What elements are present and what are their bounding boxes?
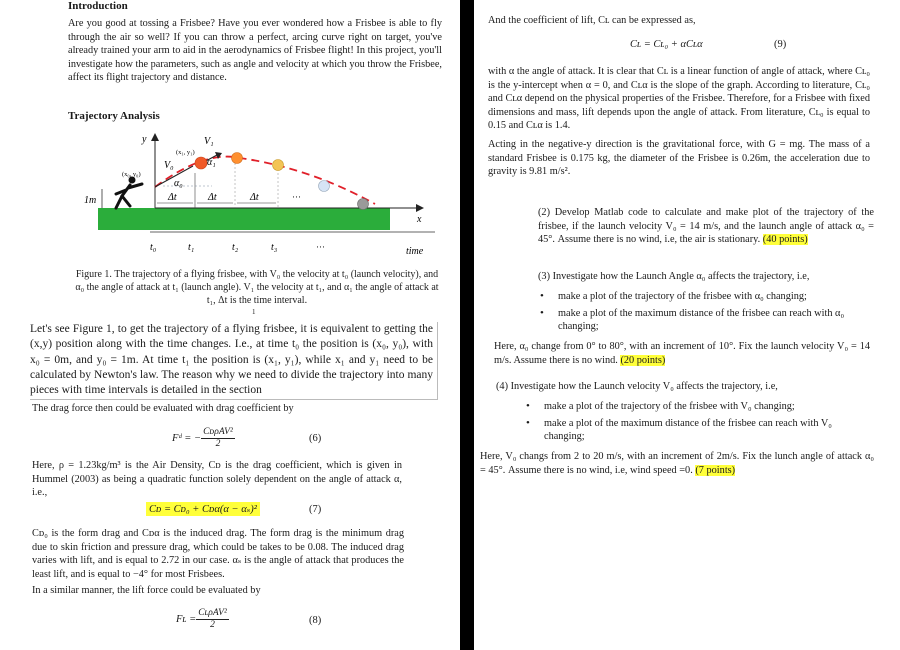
- equation-8: [176, 608, 229, 631]
- equation-9-number: (9): [774, 39, 787, 50]
- right-page: [474, 0, 900, 650]
- equation-6-number: (6): [309, 433, 322, 444]
- task-2-points: (40 points): [762, 234, 808, 246]
- cl-text: with α the angle of attack. It is clear that Cʟ is a linear function of angle of attack, where Cʟ₀ is the y-intercept when α = 0, and Cʟα is the slope of the graph. According to literature, Cʟ₀ and Cʟα depend on the physical properties of the Frisbee. Therefore, for a Frisbee with fixed dimensions and mass, lift depends upon the angle of attack. From literature, Cʟ₀ is equal to 0.15 and Cʟα is 1.4.: [488, 66, 870, 132]
- list-item: • make a plot of the maximum distance of the frisbee can reach with α₀ changing;: [540, 306, 845, 333]
- t2-label: t₂: [232, 242, 239, 253]
- eq6-denominator: 2: [215, 439, 221, 449]
- eq8-fraction: [196, 608, 229, 631]
- t0-label: t₀: [150, 242, 157, 253]
- trajectory-diagram: [80, 128, 440, 263]
- alpha0-label: α₀: [174, 178, 183, 189]
- task-3-text: (3) Investigate how the Launch Angle α₀ affects the trajectory, i.e,: [538, 271, 810, 282]
- frisbee-ball-1: [195, 157, 207, 169]
- task-4-here-text: Here, V₀ changs from 2 to 20 m/s, with an increment of 2m/s. Fix the lunch angle of attack α₀ = 45°. Assume there is no wind, i.e, wind speed =0.: [480, 451, 874, 476]
- eq8-denominator: 2: [210, 620, 215, 630]
- lift-intro: In a similar manner, the lift force could be evaluated by: [32, 585, 261, 596]
- eq6-fraction: [201, 427, 235, 450]
- task-4-points: (7 points): [695, 464, 736, 476]
- t-dots: ···: [316, 242, 325, 252]
- rho-text: Here, ρ = 1.23kg/m³ is the Air Density, Cᴅ is the drag coefficient, which is given in Hummel (2003) as being a quadratic function solely dependent on the angle of attack α, i.e.,: [32, 460, 402, 499]
- dt-label-2: Δt: [208, 192, 217, 203]
- point0-label: (x₀, y₀): [122, 171, 141, 178]
- frisbee-ball-2: [232, 153, 243, 164]
- eq8-numerator: CʟρAV²: [198, 608, 227, 618]
- task-4-here: [480, 450, 874, 477]
- t3-label: t₃: [271, 242, 278, 253]
- frisbee-ball-3: [273, 160, 284, 171]
- figure-explanation: Let's see Figure 1, to get the trajectory of a flying frisbee, it is equivalent to getting the (x,y) position along with the time changes. I.e., at time t₀ the position is (x₀, y₀), with x₀ = 0m, and y₀ = 1m. At time t₁ the position is (x₁, y₁), while x₁ and y₁ need to be calculated by Newton's law. The reason why we need to divide the trajectory into many pieces with time intervals is detailed in the section: [30, 322, 438, 400]
- intro-heading: Introduction: [68, 0, 128, 12]
- intro-text: Are you good at tossing a Frisbee? Have you ever wondered how a Frisbee is able to fly through the air so well? If you can throw a perfect, arcing curve right on target, you've already trained your arm to aid in the aerodynamics of Frisbee flight! In this project, you'll investigate how the parameters, such as angle and velocity at which you throw the Frisbee, affect its flight trajectory and distance.: [68, 18, 443, 84]
- point1-label: (x₁, y₁): [176, 149, 195, 156]
- task-3-here: [494, 340, 870, 367]
- eq8-lhs: Fʟ =: [176, 614, 197, 625]
- eq6-lhs: Fᵈ = −: [172, 433, 202, 444]
- x-axis-label: x: [417, 214, 422, 225]
- task-3-points: (20 points): [620, 354, 666, 366]
- frisbee-ball-4: [319, 181, 330, 192]
- list-item: • make a plot of the trajectory of the frisbee with V₀ changing;: [526, 400, 795, 412]
- task-4-bullets: [526, 400, 862, 444]
- dt-dots: ···: [292, 192, 301, 202]
- task-2-text: (2) Develop Matlab code to calculate and make plot of the trajectory of the frisbee, if the launch velocity V₀ = 14 m/s, and the launch angle of attack α₀ = 45°. Assume there is no wind, i.e, the air is stationary.: [538, 207, 874, 246]
- height-label: 1m: [84, 195, 97, 206]
- v0-label: V₀: [164, 160, 174, 171]
- v1-label: V₁: [204, 136, 214, 147]
- y-axis-label: y: [142, 134, 147, 145]
- equation-9: Cʟ = Cʟ₀ + αCʟα: [630, 39, 703, 50]
- equation-7: Cᴅ = Cᴅ₀ + Cᴅα(α − αₛ)²: [146, 502, 260, 516]
- equation-7-number: (7): [309, 504, 322, 515]
- dt-label-3: Δt: [250, 192, 259, 203]
- cl-intro: And the coefficient of lift, Cʟ can be expressed as,: [488, 15, 696, 26]
- ground: [98, 208, 390, 230]
- figure-caption: Figure 1. The trajectory of a flying frisbee, with V₀ the velocity at t₀ (launch velocity), and α₀ the angle of attack at t₁ (launch angle). V₁ the velocity at t₁, and α₁ the angle of attack at t₁, Δt is the time interval.: [75, 269, 439, 306]
- trajectory-path: [155, 157, 375, 204]
- equation-8-number: (8): [309, 615, 322, 626]
- page-divider: [460, 0, 474, 650]
- page-number: 1: [252, 308, 256, 316]
- dt-label-1: Δt: [168, 192, 177, 203]
- frisbee-ball-5: [358, 199, 369, 210]
- eq6-numerator: CᴅρAV²: [203, 427, 233, 437]
- drag-intro: The drag force then could be evaluated with drag coefficient by: [32, 403, 294, 414]
- trajectory-heading: Trajectory Analysis: [68, 110, 160, 122]
- task-3-bullets: [540, 290, 876, 334]
- gravity-text: Acting in the negative-y direction is the gravitational force, with G = mg. The mass of a standard Frisbee is 0.175 kg, the diameter of the Frisbee is 0.26m, the acceleration due to gravity is 9.81 m/s².: [488, 139, 870, 178]
- task-4-text: (4) Investigate how the Launch velocity V₀ affects the trajectory, i.e,: [496, 381, 778, 392]
- t1-label: t₁: [188, 242, 195, 253]
- alpha1-label: α₁: [207, 157, 216, 168]
- equation-6: [172, 427, 235, 450]
- task-3-here-text: Here, α₀ change from 0° to 80°, with an increment of 10°. Fix the launch velocity V₀ = 14 m/s. Assume there is no wind.: [494, 341, 870, 366]
- task-2: [538, 206, 874, 247]
- time-label: time: [406, 246, 424, 257]
- list-item: • make a plot of the maximum distance of the frisbee can reach with V₀ changing;: [526, 416, 832, 443]
- drag-explanation: Cᴅ₀ is the form drag and Cᴅα is the induced drag. The form drag is the minimum drag due to skin friction and pressure drag, which could be takes to be 0.08. The induced drag varies with lift, and is equal to 2.72 in our case. αₛ is the angle of attack that produces the least lift, and is equal to −4° for most Frisbees.: [32, 528, 404, 580]
- thrower-figure: [116, 177, 142, 209]
- list-item: • make a plot of the trajectory of the frisbee with α₀ changing;: [540, 290, 807, 302]
